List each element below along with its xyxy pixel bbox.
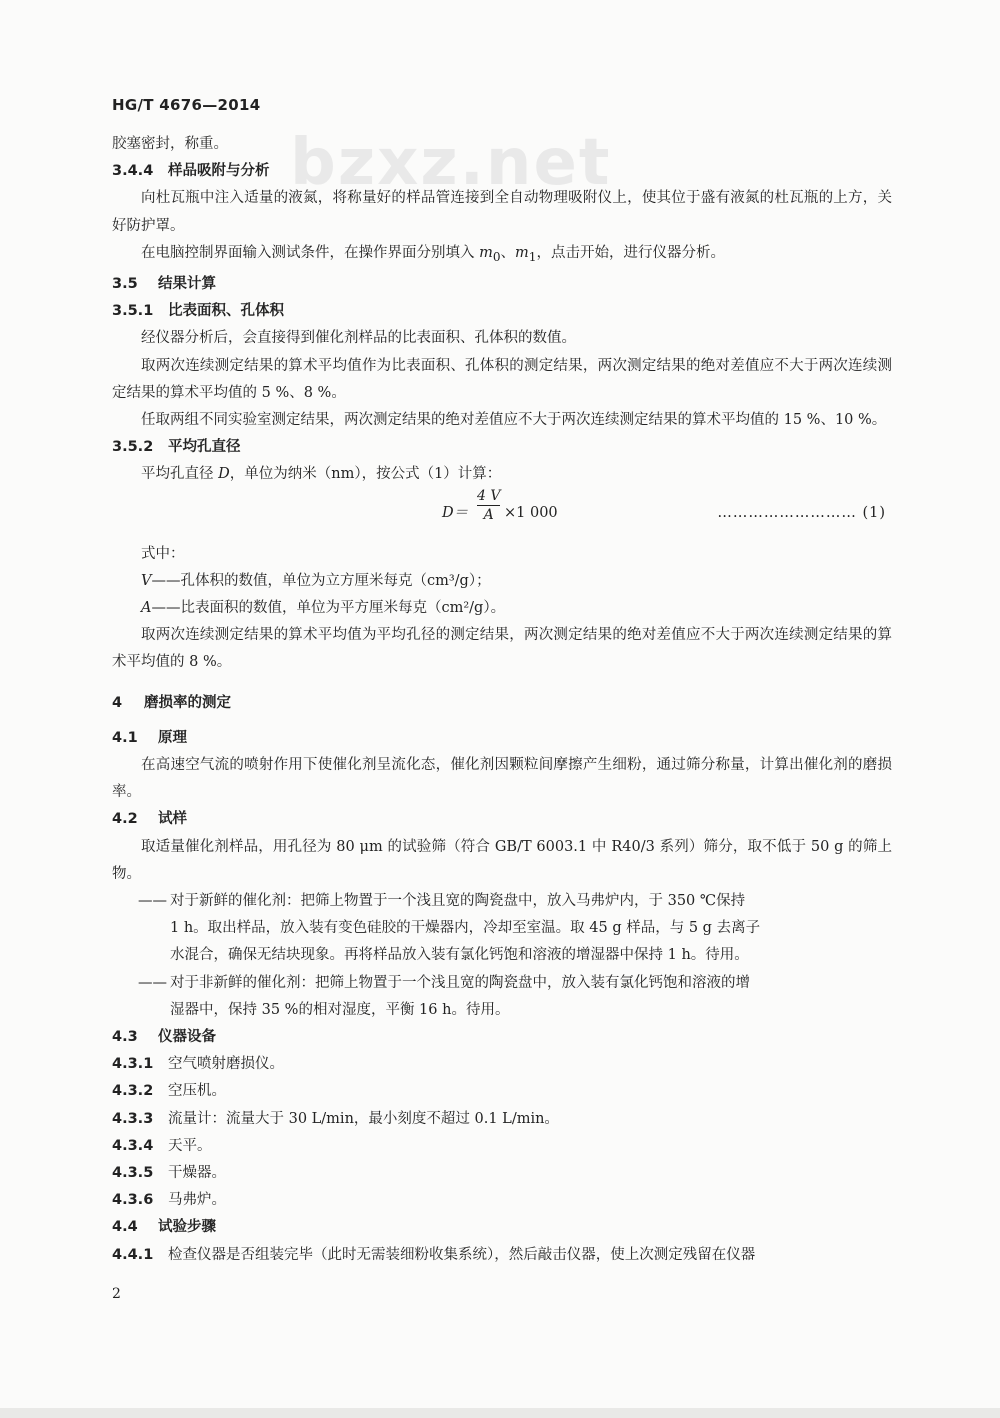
standard-number-header: HG/T 4676—2014 bbox=[112, 96, 261, 114]
clause-4-3-6 bbox=[112, 1187, 892, 1214]
clause-number: 4.4.1 bbox=[112, 1246, 154, 1263]
text-run: 、 bbox=[500, 244, 516, 261]
clause-number: 4.3.6 bbox=[112, 1192, 154, 1209]
heading-number: 3.5.1 bbox=[112, 303, 154, 320]
formula-1 bbox=[112, 487, 892, 537]
heading-number: 4.3 bbox=[112, 1028, 138, 1045]
heading-number: 4 bbox=[112, 694, 123, 711]
heading-number: 4.1 bbox=[112, 729, 138, 746]
clause-4-3-4 bbox=[112, 1133, 892, 1160]
clause-4-3-5 bbox=[112, 1160, 892, 1187]
heading-title: 仪器设备 bbox=[158, 1028, 216, 1045]
paragraph-3-5-2-2: 取两次连续测定结果的算术平均值为平均孔径的测定结果，两次测定结果的绝对差值应不大于两次连续测定结果的算术平均值的 8 %。 bbox=[112, 627, 892, 671]
list-item-used-catalyst bbox=[138, 970, 892, 1024]
heading-number: 4.2 bbox=[112, 811, 138, 828]
variable-symbol: V bbox=[141, 572, 152, 589]
text-run: 对于新鲜的催化剂：把筛上物置于一个浅且宽的陶瓷盘中，放入马弗炉内，于 350 ℃保持 bbox=[170, 892, 746, 909]
variable-A bbox=[141, 595, 892, 622]
list-dash: —— bbox=[138, 892, 167, 909]
text-run: ，单位为纳米（nm），按公式（1）计算： bbox=[229, 466, 502, 483]
heading-4-1 bbox=[112, 725, 892, 752]
clause-4-3-1 bbox=[112, 1051, 892, 1078]
clause-text: 干燥器。 bbox=[168, 1165, 226, 1181]
list-item-line: 水混合，确保无结块现象。再将样品放入装有氯化钙饱和溶液的增湿器中保持 1 h。待用。 bbox=[170, 947, 749, 964]
heading-3-5-1 bbox=[112, 298, 892, 325]
symbol-m0: m bbox=[479, 244, 493, 261]
formula-numerator: 4 V bbox=[477, 487, 501, 504]
paragraph-3-4-4-2 bbox=[112, 240, 892, 271]
formula-denominator: A bbox=[477, 505, 500, 524]
watermark: bzxz.net bbox=[290, 126, 612, 200]
clause-number: 4.3.1 bbox=[112, 1056, 154, 1073]
page-number: 2 bbox=[112, 1286, 121, 1302]
heading-number: 3.5.2 bbox=[112, 439, 154, 456]
symbol-m1: m bbox=[515, 244, 529, 261]
list-dash: —— bbox=[138, 974, 167, 991]
heading-number: 3.4.4 bbox=[112, 163, 154, 180]
list-item-line: 1 h。取出样品，放入装有变色硅胶的干燥器内，冷却至室温。取 45 g 样品，与 5 g 去离子 bbox=[170, 920, 761, 937]
paragraph-3-5-1-3: 任取两组不同实验室测定结果，两次测定结果的绝对差值应不大于两次连续测定结果的算术平均值的 15 %、10 %。 bbox=[141, 411, 887, 428]
formula-number: ……………………… (1) bbox=[717, 504, 886, 521]
clause-text: 检查仪器是否组装完毕（此时无需装细粉收集系统），然后敲击仪器，使上次测定残留在仪器 bbox=[168, 1246, 756, 1263]
heading-title: 原理 bbox=[158, 729, 187, 746]
list-item-fresh-catalyst bbox=[138, 888, 892, 970]
text-run: ，点击开始，进行仪器分析。 bbox=[536, 244, 725, 261]
heading-title: 平均孔直径 bbox=[168, 439, 241, 456]
heading-title: 结果计算 bbox=[158, 275, 216, 292]
heading-3-5-2 bbox=[112, 434, 892, 461]
variable-V bbox=[141, 568, 892, 595]
clause-4-3-2 bbox=[112, 1078, 892, 1105]
heading-title: 样品吸附与分析 bbox=[168, 163, 270, 180]
heading-3-5 bbox=[112, 271, 892, 298]
variable-description: ——孔体积的数值，单位为立方厘米每克（cm³/g）； bbox=[151, 572, 491, 589]
clause-text: 空气喷射磨损仪。 bbox=[168, 1056, 284, 1073]
formula-rhs: ×1 000 bbox=[504, 504, 558, 521]
heading-title: 比表面积、孔体积 bbox=[168, 303, 284, 320]
clause-text: 空压机。 bbox=[168, 1083, 226, 1100]
heading-3-4-4 bbox=[112, 158, 892, 185]
clause-text: 马弗炉。 bbox=[168, 1192, 226, 1209]
subscript-0: 0 bbox=[492, 249, 501, 264]
clause-number: 4.3.5 bbox=[112, 1165, 154, 1181]
list-item-line: 湿器中，保持 35 %的相对湿度，平衡 16 h。待用。 bbox=[170, 1001, 510, 1018]
paragraph-where: 式中： bbox=[141, 545, 185, 562]
clause-number: 4.3.2 bbox=[112, 1083, 154, 1100]
paragraph-4-1: 在高速空气流的喷射作用下使催化剂呈流化态，催化剂因颗粒间摩擦产生细粉，通过筛分称量，计算出催化剂的磨损率。 bbox=[112, 756, 892, 801]
formula-lhs: D＝ bbox=[442, 504, 469, 521]
paragraph-3-5-1-2: 取两次连续测定结果的算术平均值作为比表面积、孔体积的测定结果，两次测定结果的绝对差值应不大于两次连续测定结果的算术平均值的 5 %、8 %。 bbox=[112, 357, 892, 401]
formula-fraction bbox=[477, 487, 500, 524]
paragraph-3-4-4-1: 向杜瓦瓶中注入适量的液氮，将称量好的样品管连接到全自动物理吸附仪上，使其位于盛有液氮的杜瓦瓶的上方，关好防护罩。 bbox=[112, 190, 892, 234]
heading-title: 试验步骤 bbox=[158, 1219, 216, 1236]
heading-title: 磨损率的测定 bbox=[144, 694, 231, 711]
list-item-line bbox=[138, 970, 892, 997]
page-content bbox=[112, 131, 892, 1269]
heading-4 bbox=[112, 690, 892, 717]
heading-4-2 bbox=[112, 806, 892, 833]
variable-symbol: A bbox=[141, 599, 152, 616]
heading-number: 3.5 bbox=[112, 275, 138, 292]
variable-description: ——比表面积的数值，单位为平方厘米每克（cm²/g）。 bbox=[151, 599, 506, 616]
paragraph-continued: 胶塞密封，称重。 bbox=[112, 136, 228, 152]
text-run: 在电脑控制界面输入测试条件，在操作界面分别填入 bbox=[141, 244, 480, 261]
clause-text: 天平。 bbox=[168, 1137, 212, 1154]
heading-number: 4.4 bbox=[112, 1219, 138, 1236]
list-item-line bbox=[138, 888, 892, 915]
text-run: 平均孔直径 bbox=[141, 466, 219, 483]
heading-4-4 bbox=[112, 1214, 892, 1241]
clause-4-4-1 bbox=[112, 1242, 892, 1269]
subscript-1: 1 bbox=[528, 249, 537, 264]
clause-text: 流量计：流量大于 30 L/min，最小刻度不超过 0.1 L/min。 bbox=[168, 1110, 559, 1127]
clause-number: 4.3.3 bbox=[112, 1110, 154, 1127]
paragraph-4-2: 取适量催化剂样品，用孔径为 80 μm 的试验筛（符合 GB/T 6003.1 中 R40/3 系列）筛分，取不低于 50 g 的筛上物。 bbox=[112, 838, 892, 882]
clause-number: 4.3.4 bbox=[112, 1137, 154, 1154]
heading-4-3 bbox=[112, 1024, 892, 1051]
symbol-D: D bbox=[218, 466, 230, 483]
clause-4-3-3 bbox=[112, 1106, 892, 1133]
paragraph-3-5-2-1 bbox=[112, 461, 892, 488]
text-run: 对于非新鲜的催化剂：把筛上物置于一个浅且宽的陶瓷盘中，放入装有氯化钙饱和溶液的增 bbox=[170, 974, 750, 991]
heading-title: 试样 bbox=[158, 811, 187, 828]
paragraph-3-5-1-1: 经仪器分析后，会直接得到催化剂样品的比表面积、孔体积的数值。 bbox=[141, 330, 576, 347]
scan-bottom-edge bbox=[0, 1408, 1000, 1418]
